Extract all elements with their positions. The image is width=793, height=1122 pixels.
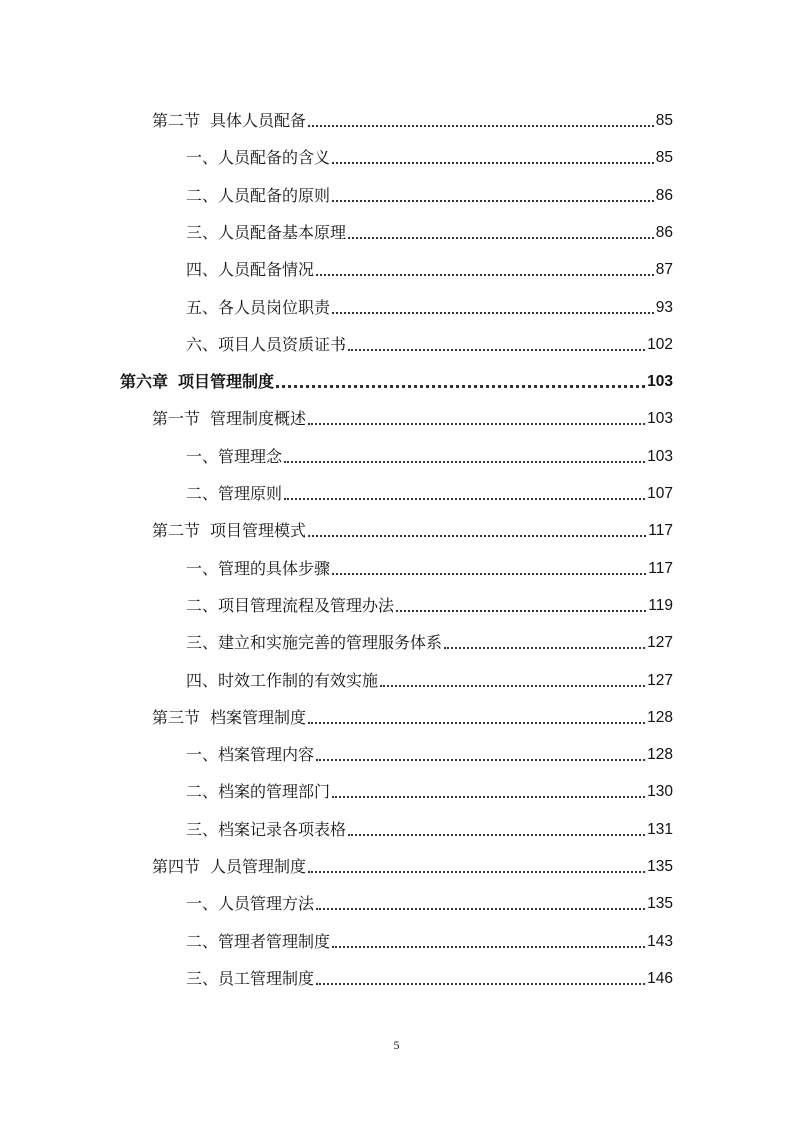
toc-entry-label <box>152 856 306 878</box>
toc-entry-label <box>152 110 306 132</box>
toc-entry-label <box>186 558 330 580</box>
toc-entry-title: 人员配备情况 <box>218 260 315 280</box>
toc-entry-page: 131 <box>647 820 673 838</box>
toc-entry-title: 人员配备基本原理 <box>218 222 347 242</box>
toc-entry-number: 一、 <box>186 446 219 466</box>
toc-dot-leader <box>348 349 645 351</box>
toc-entry-number: 第一节 <box>152 409 201 429</box>
toc-dot-leader <box>332 312 654 314</box>
toc-entry-page: 86 <box>655 186 673 204</box>
toc-entry-label <box>186 632 442 654</box>
toc-entry-number: 二、 <box>186 782 219 802</box>
toc-entry-title: 人员管理制度 <box>210 857 307 876</box>
toc-entry-page: 127 <box>647 671 673 689</box>
toc-entry-page: 143 <box>647 932 673 950</box>
toc-entry-label <box>186 670 378 692</box>
toc-dot-leader <box>308 125 654 127</box>
toc-entry-page: 130 <box>647 783 673 801</box>
toc-entry-label <box>152 408 306 430</box>
toc-dot-leader <box>348 834 645 836</box>
toc-dot-leader <box>316 759 645 761</box>
toc-dot-leader <box>348 237 654 239</box>
toc-entry-number: 第二节 <box>152 521 201 541</box>
toc-entry-number: 一、 <box>186 745 219 765</box>
toc-section-entry[interactable] <box>152 701 673 729</box>
toc-entry-page: 85 <box>655 149 673 167</box>
toc-dot-leader <box>308 722 645 724</box>
toc-dot-leader <box>308 535 646 537</box>
toc-entry-number: 二、 <box>186 931 219 951</box>
toc-dot-leader <box>332 796 645 798</box>
toc-entry-page: 85 <box>655 112 673 129</box>
toc-entry-number: 二、 <box>186 595 219 615</box>
toc-entry-number: 六、 <box>186 334 219 354</box>
toc-entry-label <box>186 483 282 505</box>
toc-entry-number: 五、 <box>186 297 219 317</box>
toc-dot-leader <box>284 461 645 463</box>
toc-entry-page: 128 <box>647 708 673 726</box>
toc-subsection-entry[interactable] <box>186 477 673 505</box>
toc-entry-title: 人员配备的原则 <box>218 185 331 205</box>
toc-dot-leader <box>276 385 645 388</box>
toc-dot-leader <box>308 423 645 425</box>
toc-entry-label <box>186 147 330 169</box>
toc-entry-number: 四、 <box>186 670 219 690</box>
toc-subsection-entry[interactable] <box>186 664 673 692</box>
toc-entry-page: 135 <box>647 895 673 913</box>
toc-entry-number: 一、 <box>186 148 219 168</box>
toc-section-entry[interactable] <box>152 850 673 878</box>
toc-subsection-entry[interactable] <box>186 291 673 319</box>
toc-section-entry[interactable] <box>152 402 673 430</box>
toc-entry-label <box>186 185 330 207</box>
toc-entry-title: 具体人员配备 <box>210 111 307 130</box>
toc-entry-page: 103 <box>647 447 673 465</box>
toc-section-entry[interactable] <box>152 514 673 542</box>
toc-entry-label <box>186 297 330 319</box>
toc-entry-page: 86 <box>655 223 673 241</box>
toc-section-entry[interactable] <box>152 104 673 132</box>
toc-entry-number: 三、 <box>186 968 219 988</box>
toc-entry-title: 项目管理制度 <box>178 372 275 392</box>
toc-dot-leader <box>316 983 645 985</box>
toc-entry-number: 三、 <box>186 633 219 653</box>
toc-entry-label <box>186 334 346 356</box>
toc-entry-page: 117 <box>648 559 673 577</box>
toc-entry-title: 各人员岗位职责 <box>218 297 331 317</box>
toc-subsection-entry[interactable] <box>186 216 673 244</box>
toc-entry-number: 二、 <box>186 484 219 503</box>
toc-entry-title: 时效工作制的有效实施 <box>218 670 379 690</box>
toc-entry-number: 一、 <box>186 558 219 578</box>
toc-entry-title: 档案记录各项表格 <box>218 819 347 839</box>
toc-entry-number: 四、 <box>186 260 219 280</box>
toc-dot-leader <box>332 946 645 948</box>
toc-entry-title: 管理理念 <box>218 446 283 466</box>
toc-entry-number: 第二节 <box>152 111 201 130</box>
toc-entry-label <box>186 968 314 990</box>
toc-entry-title: 人员配备的含义 <box>218 148 331 168</box>
toc-dot-leader <box>380 685 645 687</box>
toc-entry-title: 档案的管理部门 <box>218 782 331 802</box>
toc-entry-title: 管理原则 <box>218 484 283 503</box>
page-number: 5 <box>393 1038 400 1052</box>
toc-dot-leader <box>284 498 645 500</box>
toc-subsection-entry[interactable] <box>186 738 673 766</box>
toc-entry-label <box>186 259 314 281</box>
toc-entry-page: 103 <box>647 410 673 428</box>
toc-dot-leader <box>332 162 654 164</box>
toc-entry-title: 管理制度概述 <box>210 409 307 429</box>
toc-subsection-entry[interactable] <box>186 775 673 803</box>
toc-entry-label <box>186 446 282 468</box>
toc-subsection-entry[interactable] <box>186 141 673 169</box>
toc-chapter-entry[interactable] <box>120 365 673 393</box>
toc-subsection-entry[interactable] <box>186 962 673 990</box>
toc-entry-title: 档案管理制度 <box>210 707 307 727</box>
toc-entry-label <box>186 744 314 766</box>
toc-entry-label <box>186 595 394 617</box>
toc-entry-page: 146 <box>647 969 673 987</box>
toc-entry-page: 128 <box>647 746 673 764</box>
toc-entry-title: 项目管理模式 <box>210 521 307 541</box>
toc-dot-leader <box>316 908 645 910</box>
toc-entry-label <box>120 371 274 393</box>
toc-subsection-entry[interactable] <box>186 626 673 654</box>
toc-subsection-entry[interactable] <box>186 440 673 468</box>
toc-entry-title: 建立和实施完善的管理服务体系 <box>218 633 443 653</box>
toc-subsection-entry[interactable] <box>186 328 673 356</box>
toc-dot-leader <box>396 610 646 612</box>
toc-dot-leader <box>332 573 646 575</box>
toc-entry-label <box>152 707 306 729</box>
toc-subsection-entry[interactable] <box>186 589 673 617</box>
toc-entry-page: 119 <box>648 596 673 614</box>
toc-entry-number: 三、 <box>186 819 219 839</box>
toc-dot-leader <box>444 647 645 649</box>
toc-subsection-entry[interactable] <box>186 552 673 580</box>
toc-entry-page: 127 <box>647 634 673 652</box>
toc-entry-label <box>186 222 346 244</box>
toc-entry-title: 项目管理流程及管理办法 <box>218 595 395 615</box>
toc-subsection-entry[interactable] <box>186 887 673 915</box>
toc-entry-page: 93 <box>655 298 673 316</box>
toc-entry-label <box>186 819 346 841</box>
toc-entry-number: 第三节 <box>152 707 201 727</box>
toc-entry-label <box>186 931 330 953</box>
toc-entry-label <box>186 893 314 915</box>
toc-entry-page: 102 <box>647 335 673 353</box>
toc-entry-page: 87 <box>655 261 673 279</box>
toc-entry-title: 管理者管理制度 <box>218 931 331 951</box>
toc-dot-leader <box>316 274 654 276</box>
toc-entry-label <box>152 520 306 542</box>
toc-entry-title: 人员管理方法 <box>218 894 315 914</box>
toc-entry-page: 135 <box>647 858 673 875</box>
toc-entry-number: 第四节 <box>152 857 201 876</box>
toc-dot-leader <box>308 871 645 873</box>
toc-entry-title: 档案管理内容 <box>218 745 315 765</box>
toc-subsection-entry[interactable] <box>186 925 673 953</box>
toc-entry-number: 一、 <box>186 894 219 914</box>
toc-entry-number: 二、 <box>186 185 219 205</box>
toc-subsection-entry[interactable] <box>186 253 673 281</box>
toc-subsection-entry[interactable] <box>186 813 673 841</box>
toc-entry-title: 员工管理制度 <box>218 968 315 988</box>
toc-entry-page: 107 <box>647 485 673 502</box>
toc-entry-label <box>186 781 330 803</box>
toc-subsection-entry[interactable] <box>186 179 673 207</box>
toc-entry-number: 第六章 <box>120 372 169 392</box>
toc-entry-title: 项目人员资质证书 <box>218 334 347 354</box>
toc-entry-number: 三、 <box>186 222 219 242</box>
toc-entry-page: 103 <box>647 373 673 391</box>
toc-entry-page: 117 <box>648 522 673 540</box>
toc-entry-title: 管理的具体步骤 <box>218 558 331 578</box>
toc-dot-leader <box>332 200 654 202</box>
